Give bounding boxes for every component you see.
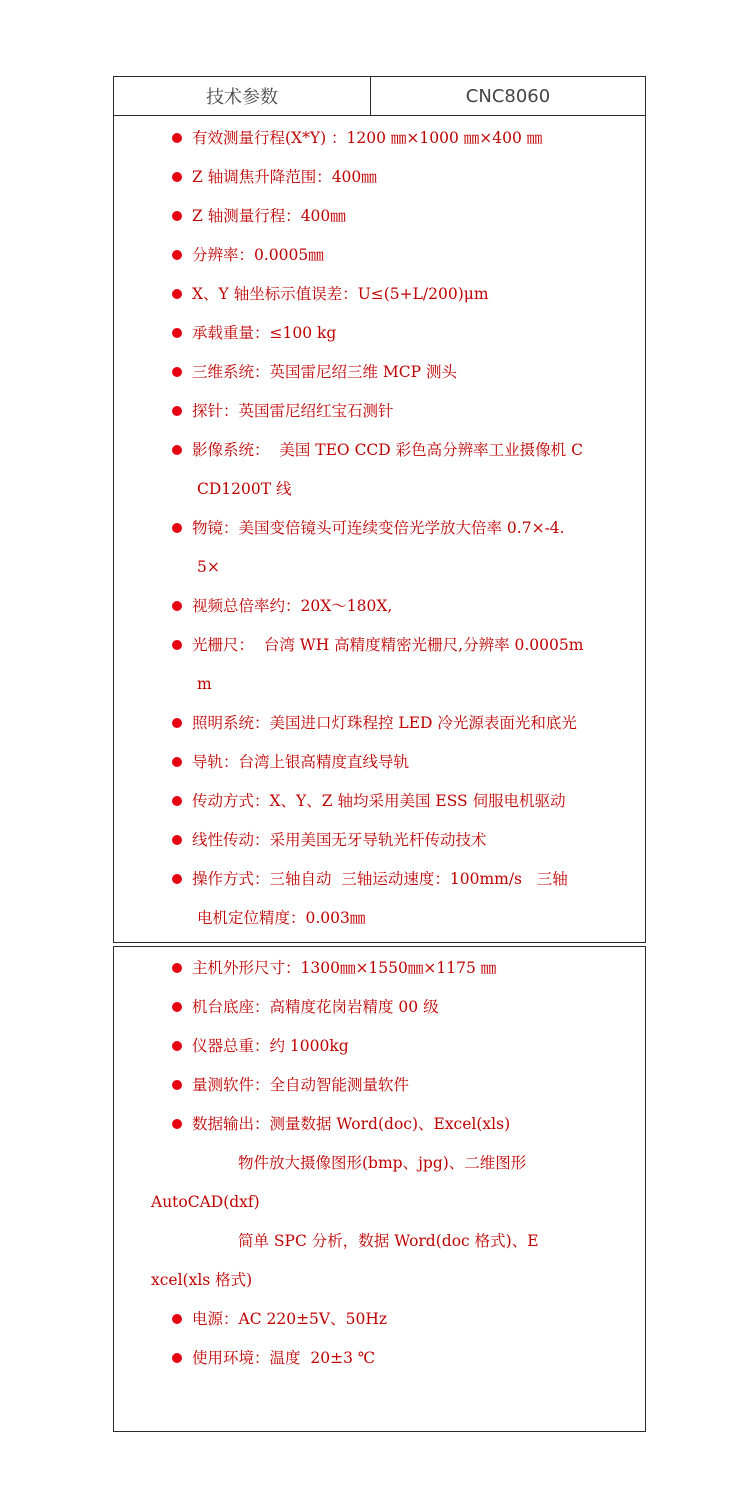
spec-item bbox=[170, 626, 644, 704]
spec-item-text: 探针：英国雷尼绍红宝石测针 bbox=[192, 402, 394, 420]
spec-sheet bbox=[113, 76, 646, 1367]
header-cell-spec-label: 技术参数 bbox=[114, 77, 371, 115]
spec-item-text: 光栅尺： 台湾 WH 高精度精密光栅尺,分辨率 0.0005m bbox=[192, 636, 584, 654]
spec-item bbox=[170, 158, 644, 197]
spec-item-text: 有效测量行程(X*Y) ：1200 ㎜×1000 ㎜×400 ㎜ bbox=[192, 129, 543, 147]
spec-item bbox=[170, 860, 644, 938]
bullet-icon bbox=[172, 757, 182, 767]
spec-item bbox=[170, 509, 644, 587]
bullet-icon bbox=[172, 1119, 182, 1129]
spec-item bbox=[170, 314, 644, 353]
bullet-icon bbox=[172, 172, 182, 182]
spec-item bbox=[170, 704, 644, 743]
spec-item bbox=[170, 431, 644, 509]
spec-list-main bbox=[170, 119, 644, 938]
spec-item bbox=[170, 119, 644, 158]
spec-item-output-line: xcel(xls 格式) bbox=[151, 1271, 253, 1289]
spec-item-dimensions: 主机外形尺寸：1300㎜×1550㎜×1175 ㎜ bbox=[170, 949, 644, 988]
spec-item-text: 视频总倍率约：20X～180X, bbox=[192, 597, 393, 615]
spec-item bbox=[170, 782, 644, 821]
spec-item-text: Z 轴调焦升降范围：400㎜ bbox=[192, 168, 377, 186]
spec-item-text: 线性传动：采用美国无牙导轨光杆传动技术 bbox=[192, 831, 487, 849]
bullet-icon bbox=[172, 367, 182, 377]
bullet-icon bbox=[172, 718, 182, 728]
spec-item-text-continued: CD1200T 线 bbox=[197, 480, 292, 498]
bullet-icon bbox=[172, 250, 182, 260]
spec-section-general bbox=[113, 946, 646, 1432]
spec-item bbox=[170, 587, 644, 626]
spec-item-text: 导轨：台湾上银高精度直线导轨 bbox=[192, 753, 410, 771]
bullet-icon bbox=[172, 640, 182, 650]
bullet-icon bbox=[172, 835, 182, 845]
spec-item bbox=[170, 236, 644, 275]
bullet-icon bbox=[172, 523, 182, 533]
bullet-icon bbox=[172, 1041, 182, 1051]
spec-item-output: 数据输出：测量数据 Word(doc)、Excel(xls) bbox=[170, 1105, 644, 1144]
spec-item-environment: 使用环境：温度 20±3 ℃ bbox=[170, 1339, 644, 1378]
spec-item-text-continued: m bbox=[197, 675, 212, 693]
bullet-icon bbox=[172, 1080, 182, 1090]
spec-item bbox=[170, 353, 644, 392]
spec-item-output-line: 简单 SPC 分析，数据 Word(doc 格式)、E bbox=[238, 1232, 539, 1250]
bullet-icon bbox=[172, 963, 182, 973]
bullet-icon bbox=[172, 133, 182, 143]
spec-item-text: 影像系统： 美国 TEO CCD 彩色高分辨率工业摄像机 C bbox=[192, 441, 583, 459]
spec-item-text: 分辨率：0.0005㎜ bbox=[192, 246, 324, 264]
spec-list-general bbox=[151, 949, 644, 1378]
bullet-icon bbox=[172, 874, 182, 884]
bullet-icon bbox=[172, 211, 182, 221]
spec-item-base: 机台底座：高精度花岗岩精度 00 级 bbox=[170, 988, 644, 1027]
bullet-icon bbox=[172, 1002, 182, 1012]
spec-item bbox=[170, 392, 644, 431]
spec-item-text: 照明系统：美国进口灯珠程控 LED 冷光源表面光和底光 bbox=[192, 714, 577, 732]
bullet-icon bbox=[172, 289, 182, 299]
spec-item bbox=[170, 275, 644, 314]
bullet-icon bbox=[172, 445, 182, 455]
bullet-icon bbox=[172, 1314, 182, 1324]
spec-item-text: 承载重量：≤100 kg bbox=[192, 324, 337, 342]
spec-item-output-line: 物件放大摄像图形(bmp、jpg)、二维图形 bbox=[238, 1154, 527, 1172]
bullet-icon bbox=[172, 1353, 182, 1363]
spec-item-text-continued: 电机定位精度：0.003㎜ bbox=[197, 909, 366, 927]
header-cell-model: CNC8060 bbox=[465, 85, 551, 107]
spec-item-output-line: AutoCAD(dxf) bbox=[151, 1193, 260, 1211]
spec-item-text: 传动方式：X、Y、Z 轴均采用美国 ESS 伺服电机驱动 bbox=[192, 792, 566, 810]
spec-section-main bbox=[113, 116, 646, 943]
spec-item-text: 物镜：美国变倍镜头可连续变倍光学放大倍率 0.7×-4. bbox=[192, 519, 565, 537]
spec-item-text: 三维系统：英国雷尼绍三维 MCP 测头 bbox=[192, 363, 458, 381]
spec-item-text: X、Y 轴坐标示值误差：U≤(5+L/200)μm bbox=[192, 285, 489, 303]
spec-table-header bbox=[113, 76, 646, 116]
spec-item bbox=[170, 743, 644, 782]
spec-item-text: Z 轴测量行程：400㎜ bbox=[192, 207, 346, 225]
bullet-icon bbox=[172, 328, 182, 338]
bullet-icon bbox=[172, 406, 182, 416]
bullet-icon bbox=[172, 796, 182, 806]
spec-item bbox=[170, 821, 644, 860]
spec-item-software: 量测软件：全自动智能测量软件 bbox=[170, 1066, 644, 1105]
spec-item bbox=[170, 197, 644, 236]
bullet-icon bbox=[172, 601, 182, 611]
spec-item-weight: 仪器总重：约 1000kg bbox=[170, 1027, 644, 1066]
spec-item-power: 电源：AC 220±5V、50Hz bbox=[170, 1300, 644, 1339]
spec-item-text: 操作方式：三轴自动 三轴运动速度：100mm/s 三轴 bbox=[192, 870, 568, 888]
spec-item-text-continued: 5× bbox=[197, 558, 220, 576]
